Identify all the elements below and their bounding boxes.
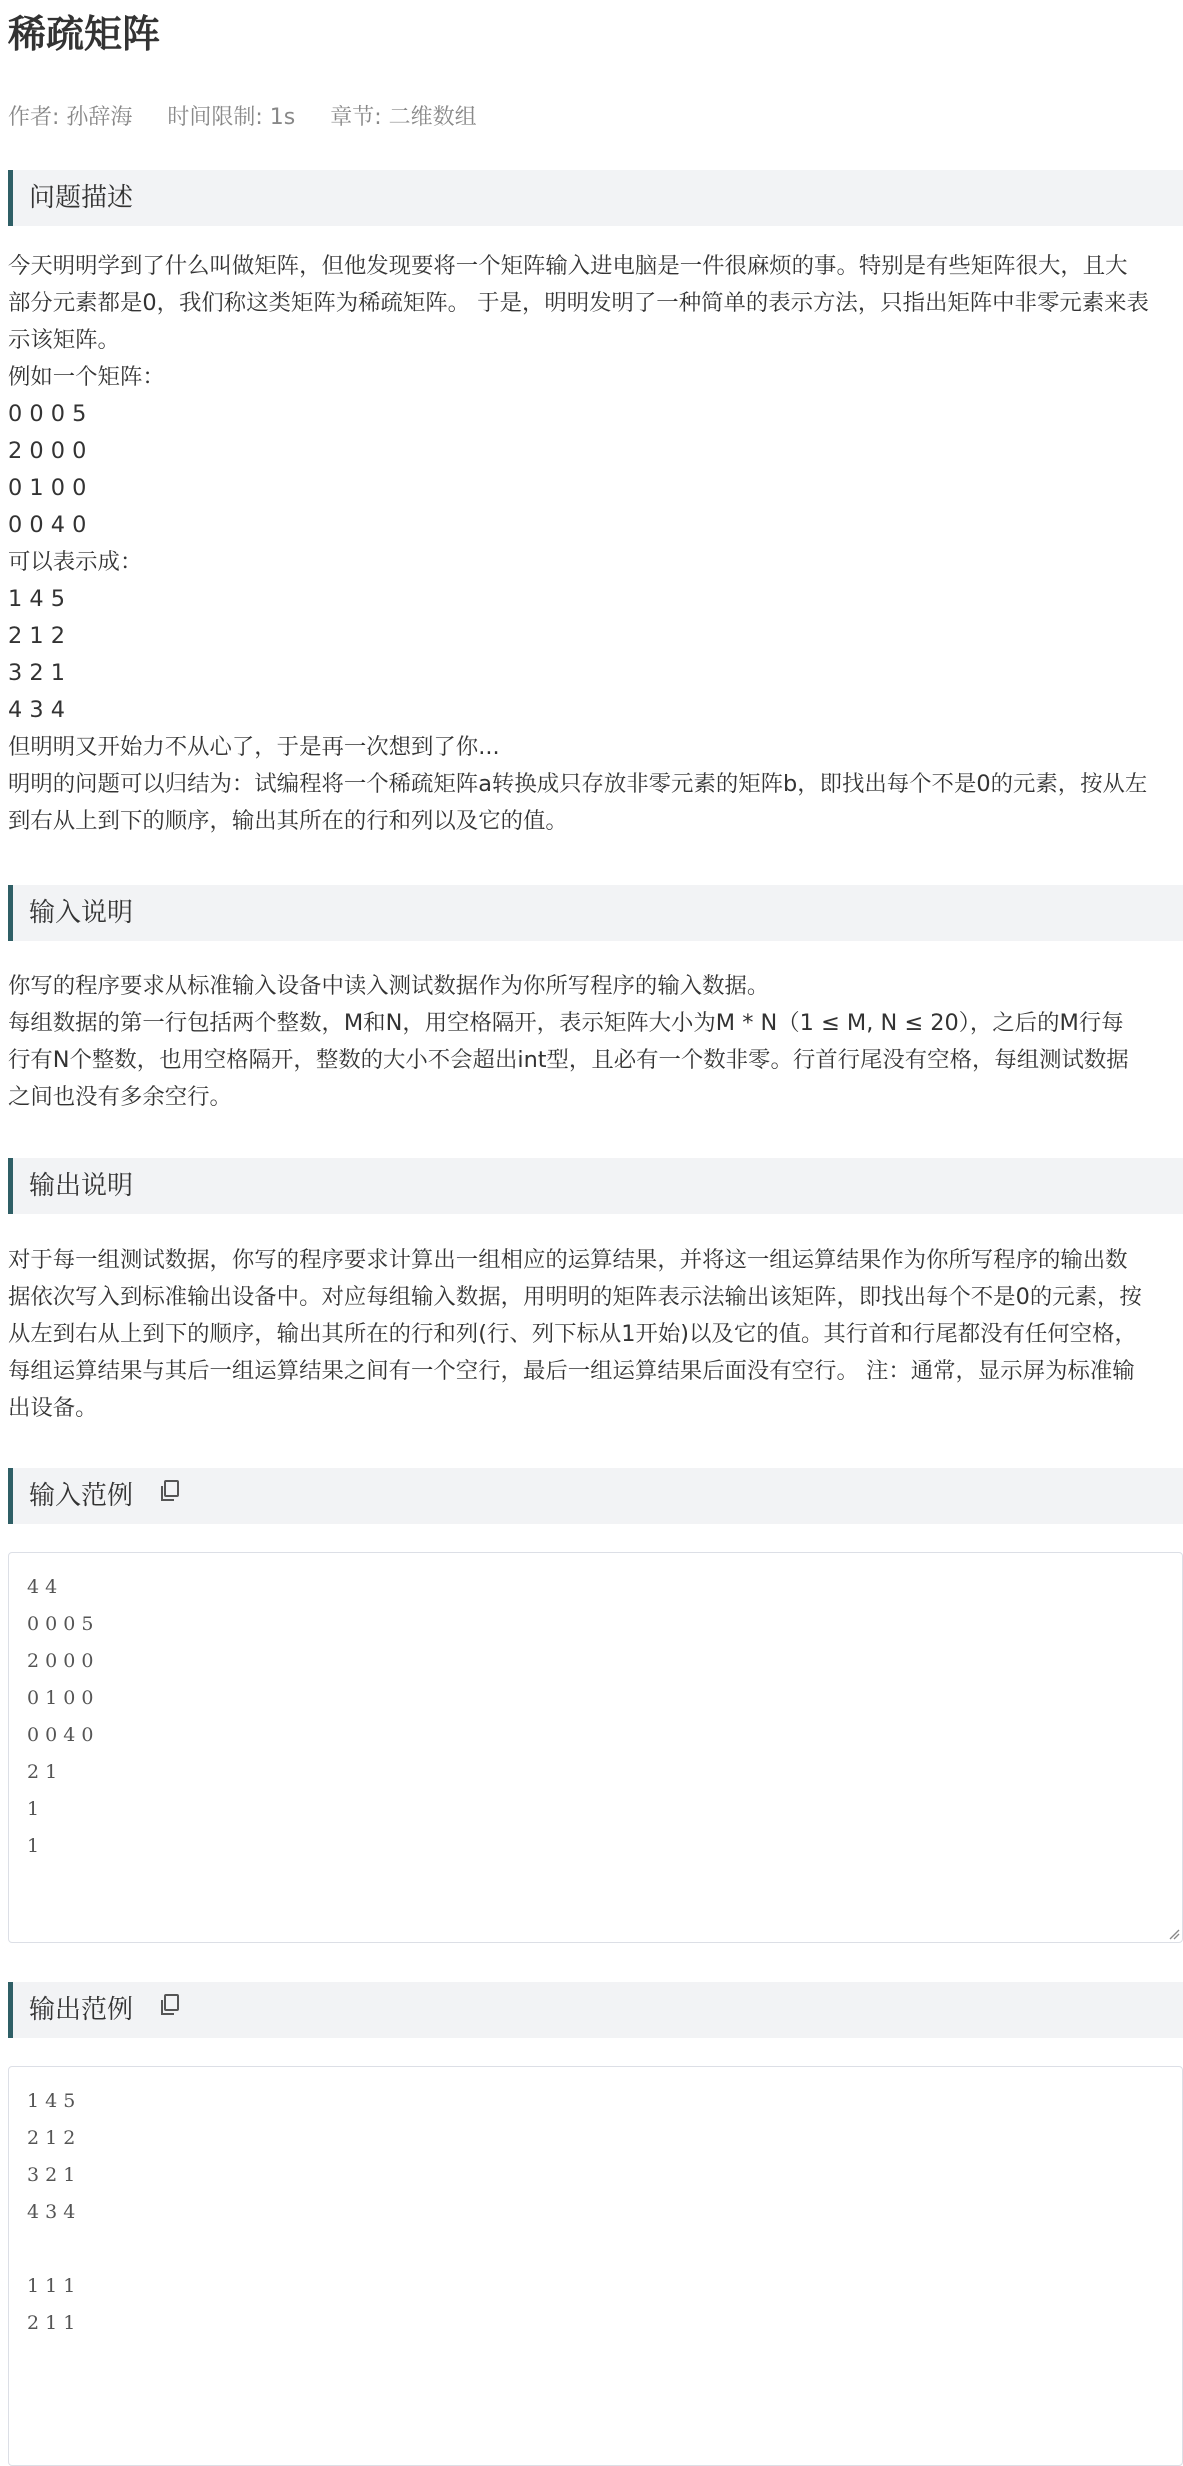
output-line: 从左到右从上到下的顺序，输出其所在的行和列(行、列下标从1开始)以及它的值。其行首和行尾都没有任何空格， (8, 1321, 1137, 1347)
time-limit: 时间限制: 1s (167, 105, 296, 130)
resize-handle-icon[interactable] (1168, 1928, 1180, 1940)
sample-input-line: 2 1 (27, 1761, 58, 1783)
sample-input-line: 1 (27, 1835, 40, 1857)
sample-output-line: 2 1 1 (27, 2312, 76, 2334)
sample-output-line: 2 1 2 (27, 2127, 76, 2149)
page-title: 稀疏矩阵 (8, 12, 161, 56)
sample-output-line: 3 2 1 (27, 2164, 76, 2186)
sample-input-heading (8, 1468, 1183, 1524)
sample-output-heading-text: 输出范例 (29, 1995, 134, 2025)
sample-input-box[interactable] (8, 1552, 1183, 1943)
output-line: 对于每一组测试数据，你写的程序要求计算出一组相应的运算结果，并将这一组运算结果作为你所写程序的输出数 (8, 1247, 1128, 1273)
description-body (8, 248, 1183, 840)
description-line: 4 3 4 (8, 697, 65, 723)
sample-output-line (27, 2231, 1182, 2268)
description-line: 部分元素都是0，我们称这类矩阵为稀疏矩阵。 于是，明明发明了一种简单的表示方法，只指出矩阵中非零元素来表 (8, 290, 1149, 316)
description-line: 2 0 0 0 (8, 438, 87, 464)
author: 作者: 孙辞海 (8, 105, 133, 130)
sample-output-line: 4 3 4 (27, 2201, 76, 2223)
description-line: 3 2 1 (8, 660, 65, 686)
sample-output-heading (8, 1982, 1183, 2038)
description-heading (8, 170, 1183, 226)
description-line: 可以表示成： (8, 549, 143, 575)
output-heading-text: 输出说明 (29, 1171, 134, 1201)
description-line: 到右从上到下的顺序，输出其所在的行和列以及它的值。 (8, 808, 568, 834)
output-heading (8, 1158, 1183, 1214)
description-line: 0 0 4 0 (8, 512, 87, 538)
description-line: 示该矩阵。 (8, 327, 120, 353)
sample-output-line: 1 1 1 (27, 2275, 76, 2297)
sample-input-line: 0 0 0 5 (27, 1613, 94, 1635)
description-line: 0 0 0 5 (8, 401, 87, 427)
sample-input-line: 0 1 0 0 (27, 1687, 94, 1709)
output-line: 据依次写入到标准输出设备中。对应每组输入数据，用明明的矩阵表示法输出该矩阵，即找出每个不是0的元素，按 (8, 1284, 1142, 1310)
output-line: 出设备。 (8, 1395, 98, 1421)
description-line: 例如一个矩阵： (8, 364, 165, 390)
input-line: 之间也没有多余空行。 (8, 1084, 232, 1110)
input-body (8, 968, 1183, 1116)
description-line: 0 1 0 0 (8, 475, 87, 501)
input-heading-text: 输入说明 (29, 898, 134, 928)
sample-output-content (9, 2067, 1182, 2342)
output-line: 每组运算结果与其后一组运算结果之间有一个空行，最后一组运算结果后面没有空行。 注：通常，显示屏为标准输 (8, 1358, 1135, 1384)
sample-input-line: 4 4 (27, 1576, 58, 1598)
description-line: 2 1 2 (8, 623, 65, 649)
output-body (8, 1242, 1183, 1427)
copy-icon[interactable] (159, 1467, 181, 1523)
description-line: 但明明又开始力不从心了，于是再一次想到了你... (8, 734, 500, 760)
input-line: 每组数据的第一行包括两个整数，M和N，用空格隔开，表示矩阵大小为M * N（1 ≤ M, N ≤ 20），之后的M行每 (8, 1010, 1124, 1036)
input-heading (8, 885, 1183, 941)
input-line: 你写的程序要求从标准输入设备中读入测试数据作为你所写程序的输入数据。 (8, 973, 770, 999)
description-line: 明明的问题可以归结为：试编程将一个稀疏矩阵a转换成只存放非零元素的矩阵b，即找出每个不是0的元素，按从左 (8, 771, 1148, 797)
copy-icon[interactable] (159, 1981, 181, 2037)
input-line: 行有N个整数，也用空格隔开，整数的大小不会超出int型，且必有一个数非零。行首行尾没有空格，每组测试数据 (8, 1047, 1129, 1073)
sample-input-line: 0 0 4 0 (27, 1724, 94, 1746)
sample-input-line: 1 (27, 1798, 40, 1820)
sample-input-line: 2 0 0 0 (27, 1650, 94, 1672)
description-line: 1 4 5 (8, 586, 65, 612)
problem-meta (8, 100, 505, 136)
description-line: 今天明明学到了什么叫做矩阵，但他发现要将一个矩阵输入进电脑是一件很麻烦的事。特别是有些矩阵很大，且大 (8, 253, 1128, 279)
sample-output-line: 1 4 5 (27, 2090, 76, 2112)
sample-output-box[interactable] (8, 2066, 1183, 2466)
chapter: 章节: 二维数组 (330, 105, 477, 130)
description-heading-text: 问题描述 (29, 183, 134, 213)
sample-input-heading-text: 输入范例 (29, 1481, 134, 1511)
sample-input-content (9, 1553, 1182, 1865)
